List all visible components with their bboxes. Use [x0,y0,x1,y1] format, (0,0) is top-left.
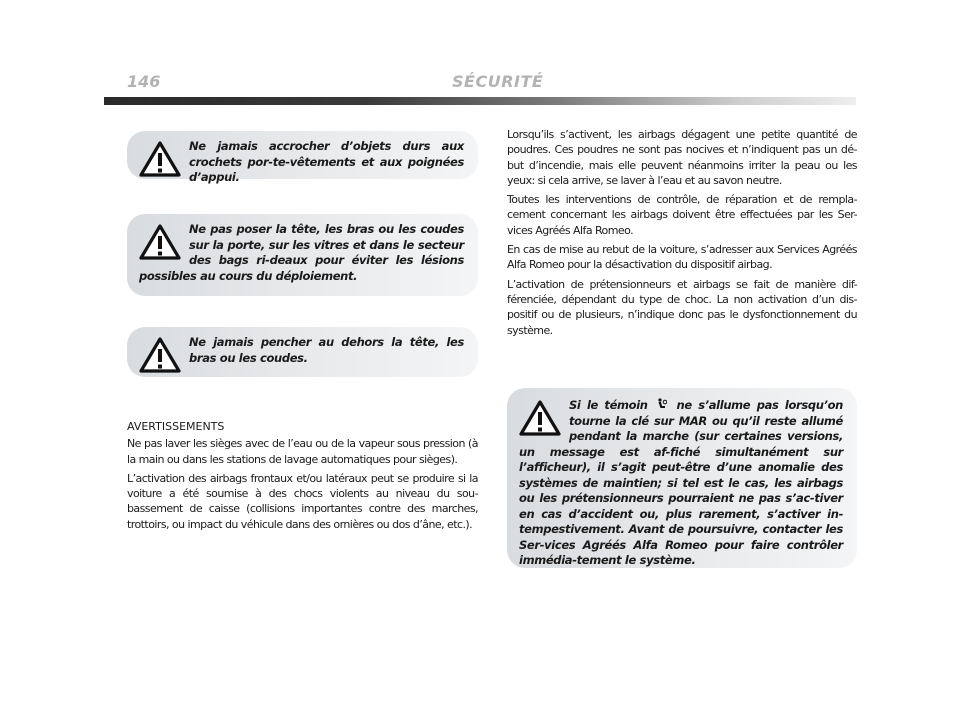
avertissements-section [127,419,478,536]
paragraph: En cas de mise au rebut de la voiture, s’adresser aux Services Agréés Alfa Romeo pour la désactivation du dispositif airbag. [507,243,857,272]
warning-text: Ne pas poser la tête, les bras ou les coudes sur la porte, sur les vitres et dans le secteur des bags ri-deaux pour éviter les lésions possibles au cours du déploiement. [139,222,464,283]
warning-triangle-icon [139,337,181,373]
warning-text-start: Si le témoin [569,398,648,412]
warning-text: Ne jamais accrocher d’objets durs aux crochets por-te-vêtements et aux poignées d’appui. [189,139,464,184]
paragraph: L’activation de prétensionneurs et airbags se fait de manière dif-férenciée, dépendant du type de choc. La non activation d’un dis-positif ou de plusieurs, n’indique donc pas le dysfonctionnement du système. [507,277,857,337]
warning-triangle-icon [519,400,561,436]
warning-text [519,398,843,569]
section-title: SÉCURITÉ [452,72,544,91]
warning-box-airbag-light [507,388,857,568]
airbag-warning-light-icon [657,398,667,410]
warning-text: Ne jamais pencher au dehors la tête, les bras ou les coudes. [189,335,464,365]
warning-box-hooks [127,131,478,184]
warning-box-head-arms [127,214,478,296]
paragraph: Ne pas laver les sièges avec de l’eau ou de la vapeur sous pression (à la main ou dans les stations de lavage automatiques pour sièges). [127,437,478,466]
right-column-text [507,127,857,342]
warning-triangle-icon [139,224,181,260]
paragraph: Toutes les interventions de contrôle, de réparation et de rempla-cement concernant les airbags doivent être effectuées par les Ser-vices Agréés Alfa Romeo. [507,193,857,237]
warning-text-rest: ne s’allume pas lorsqu’on tourne la clé sur MAR ou qu’il reste allumé pendant la marche (sur certaines versions, un message est af-fiché simultanément sur l’afficheur), il s’agit peut-être d’une anomalie des systèmes de maintien; si tel est le cas, les airbags ou les prétensionneurs pourraient ne pas s’ac-tiver en cas d’accident ou, plus rarement, s’activer in-tempestivement. Avant de poursuivre, contacter les Ser-vices Agréés Alfa Romeo pour faire contrôler immédia-tement le système. [519,398,843,567]
paragraph: Lorsqu’ils s’activent, les airbags dégagent une petite quantité de poudres. Ces poudres ne sont pas nocives et n’indiquent pas un dé-but d’incendie, mais elle peuvent néanmoins irriter la peau ou les yeux: si cela arrive, se laver à l’eau et au savon neutre. [507,128,857,187]
header-rule [104,97,856,105]
warning-triangle-icon [139,141,181,177]
warning-box-lean-out [127,327,478,377]
page-number: 146 [127,72,161,91]
paragraph: L’activation des airbags frontaux et/ou latéraux peut se produire si la voiture a été soumise à des chocs violents au niveau du sou-bassement de caisse (collisions importantes contre des marches, trottoirs, ou impact du véhicule dans des ornières ou dos d’âne, etc.). [127,471,478,531]
avertissements-title: AVERTISSEMENTS [127,420,225,433]
